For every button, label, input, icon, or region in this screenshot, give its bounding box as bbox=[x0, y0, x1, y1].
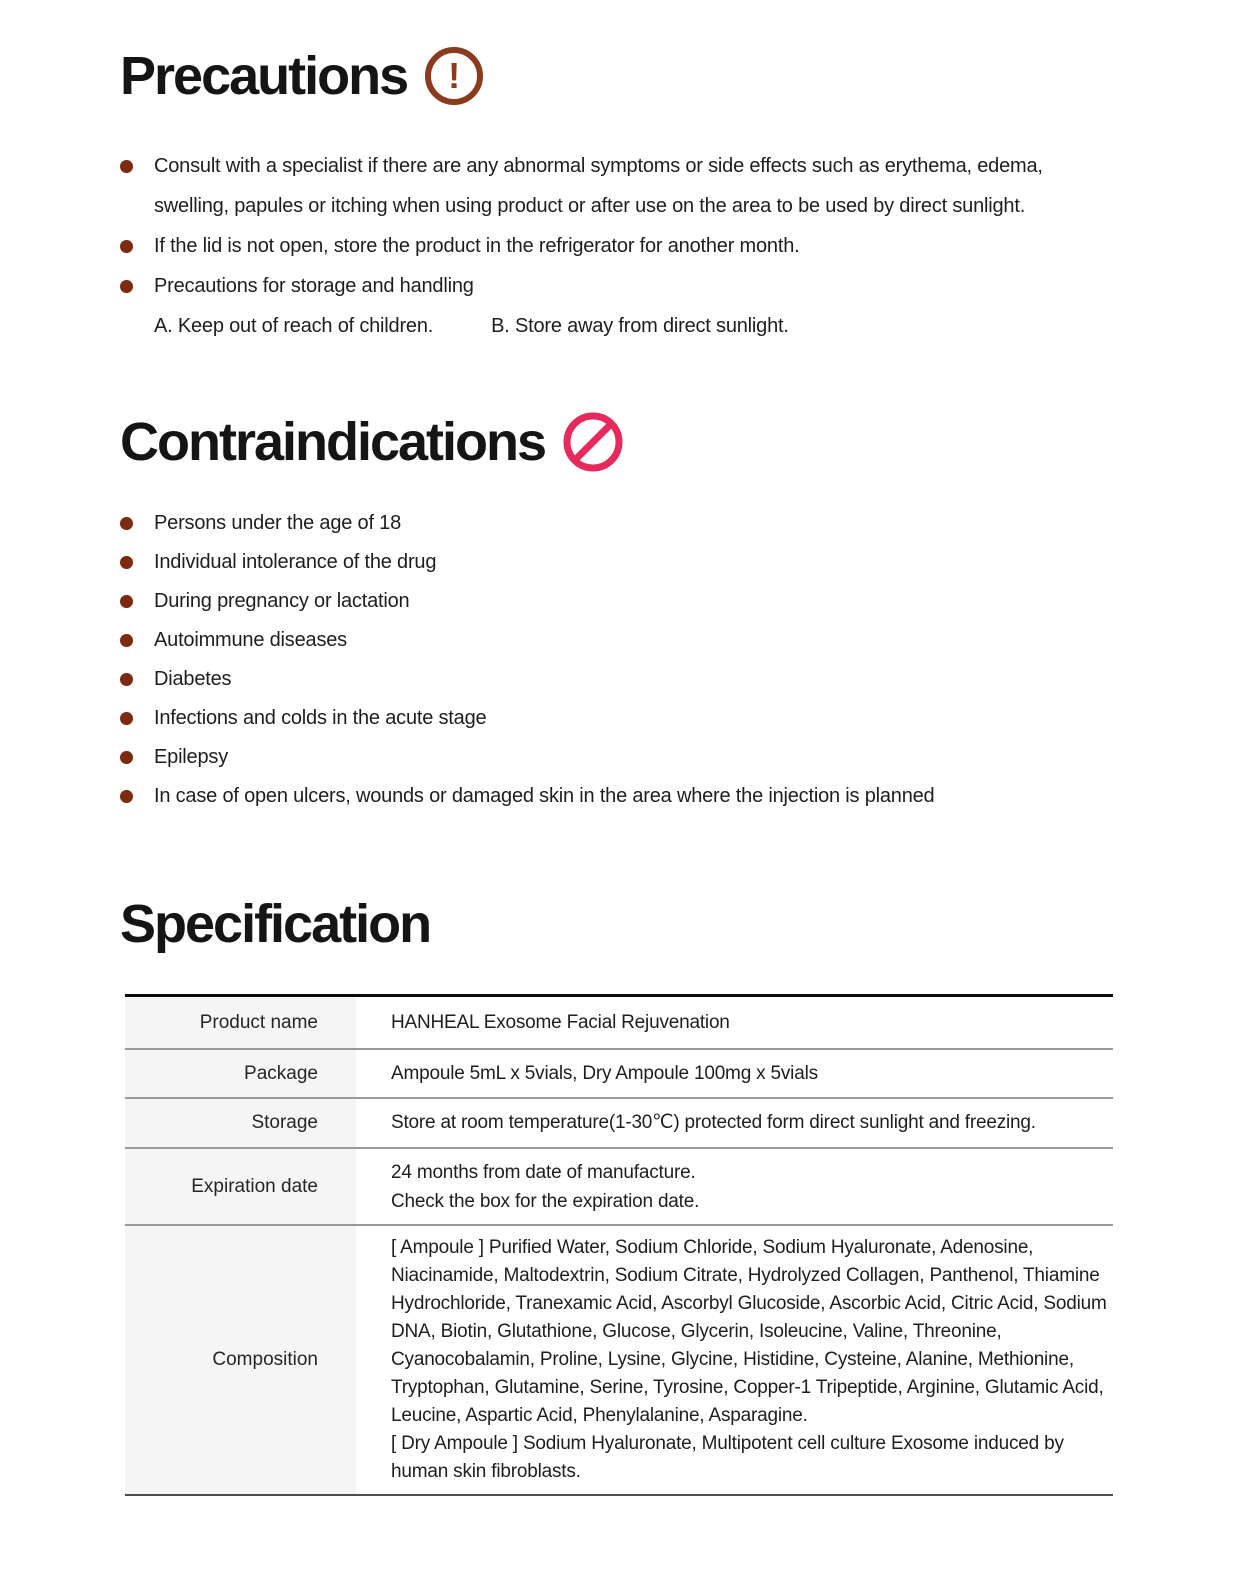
bullet-icon bbox=[120, 280, 133, 293]
list-item bbox=[120, 582, 1121, 621]
list-item bbox=[120, 699, 1121, 738]
list-item bbox=[120, 621, 1121, 660]
bullet-icon bbox=[120, 673, 133, 686]
bullet-icon bbox=[120, 556, 133, 569]
value-line: Check the box for the expiration date. bbox=[391, 1190, 700, 1212]
list-item-text: Consult with a specialist if there are any abnormal symptoms or side effects such as erythema, edema, swelling, papules or itching when using product or after use on the area to be used by direct sunlight. bbox=[154, 155, 1043, 217]
row-value bbox=[356, 1149, 1113, 1224]
row-label: Expiration date bbox=[125, 1149, 356, 1224]
value-line: [ Dry Ampoule ] Sodium Hyaluronate, Multipotent cell culture Exosome induced by human skin fibroblasts. bbox=[391, 1433, 1064, 1482]
sub-item-b: B. Store away from direct sunlight. bbox=[491, 315, 789, 337]
row-value bbox=[356, 1226, 1113, 1494]
row-label: Package bbox=[125, 1050, 356, 1097]
bullet-icon bbox=[120, 160, 133, 173]
contraindications-section bbox=[120, 412, 1121, 816]
value-line: [ Ampoule ] Purified Water, Sodium Chloride, Sodium Hyaluronate, Adenosine, Niacinamide, Maltodextrin, Sodium Citrate, Hydrolyzed Collagen, Panthenol, Thiamine Hydrochloride, Tranexamic Acid, Ascorbyl Glucoside, Ascorbic Acid, Citric Acid, Sodium DNA, Biotin, Glutathione, Glucose, Glycerin, Isoleucine, Valine, Threonine, Cyanocobalamin, Proline, Lysine, Glycine, Histidine, Cysteine, Alanine, Methionine, Tryptophan, Glutamine, Serine, Tyrosine, Copper-1 Tripeptide, Arginine, Glutamic Acid, Leucine, Aspartic Acid, Phenylalanine, Asparagine. bbox=[391, 1237, 1107, 1426]
list-item-text: Individual intolerance of the drug bbox=[154, 551, 437, 573]
value-line: Ampoule 5mL x 5vials, Dry Ampoule 100mg x 5vials bbox=[391, 1062, 818, 1084]
precautions-heading bbox=[120, 46, 1121, 106]
list-item-text: During pregnancy or lactation bbox=[154, 590, 410, 612]
row-value bbox=[356, 1099, 1113, 1147]
bullet-icon bbox=[120, 712, 133, 725]
bullet-icon bbox=[120, 595, 133, 608]
table-row bbox=[125, 1224, 1113, 1494]
row-label: Composition bbox=[125, 1226, 356, 1494]
prohibition-icon bbox=[563, 412, 623, 472]
specification-table bbox=[125, 994, 1113, 1496]
bullet-icon bbox=[120, 751, 133, 764]
list-item bbox=[120, 660, 1121, 699]
exclamation-circle-icon bbox=[425, 47, 483, 105]
list-item-text: Precautions for storage and handling bbox=[154, 275, 474, 297]
list-item-text: Epilepsy bbox=[154, 746, 228, 768]
exclamation-glyph: ! bbox=[448, 55, 461, 96]
list-item bbox=[120, 146, 1121, 226]
list-item bbox=[120, 543, 1121, 582]
bullet-icon bbox=[120, 517, 133, 530]
precautions-list bbox=[120, 146, 1121, 306]
bullet-icon bbox=[120, 790, 133, 803]
list-item-text: If the lid is not open, store the product in the refrigerator for another month. bbox=[154, 235, 800, 257]
value-line: Store at room temperature(1-30℃) protected form direct sunlight and freezing. bbox=[391, 1112, 1036, 1133]
row-label: Storage bbox=[125, 1099, 356, 1147]
list-item-text: Diabetes bbox=[154, 668, 232, 690]
bullet-icon bbox=[120, 634, 133, 647]
list-item bbox=[120, 504, 1121, 543]
contraindications-title: Contraindications bbox=[120, 412, 546, 472]
list-item bbox=[120, 777, 1121, 816]
row-value bbox=[356, 997, 1113, 1048]
row-value bbox=[356, 1050, 1113, 1097]
sub-item-a: A. Keep out of reach of children. bbox=[154, 315, 434, 337]
list-item bbox=[120, 266, 1121, 306]
contraindications-heading bbox=[120, 412, 1121, 472]
storage-handling-sub-items bbox=[154, 306, 1121, 346]
value-line: HANHEAL Exosome Facial Rejuvenation bbox=[391, 1011, 730, 1033]
row-label: Product name bbox=[125, 997, 356, 1048]
value-line: 24 months from date of manufacture. bbox=[391, 1161, 696, 1183]
specification-title: Specification bbox=[120, 894, 431, 954]
contraindications-list bbox=[120, 504, 1121, 816]
list-item-text: Autoimmune diseases bbox=[154, 629, 347, 651]
specification-section bbox=[120, 894, 1121, 1496]
specification-heading bbox=[120, 894, 1121, 954]
list-item-text: Persons under the age of 18 bbox=[154, 512, 402, 534]
list-item-text: In case of open ulcers, wounds or damaged skin in the area where the injection is planned bbox=[154, 785, 935, 807]
list-item bbox=[120, 738, 1121, 777]
table-row bbox=[125, 997, 1113, 1048]
precautions-title: Precautions bbox=[120, 46, 408, 106]
table-row bbox=[125, 1048, 1113, 1097]
table-row bbox=[125, 1147, 1113, 1224]
table-row bbox=[125, 1097, 1113, 1147]
list-item-text: Infections and colds in the acute stage bbox=[154, 707, 487, 729]
page bbox=[0, 46, 1239, 1496]
bullet-icon bbox=[120, 240, 133, 253]
precautions-section bbox=[120, 46, 1121, 346]
list-item bbox=[120, 226, 1121, 266]
